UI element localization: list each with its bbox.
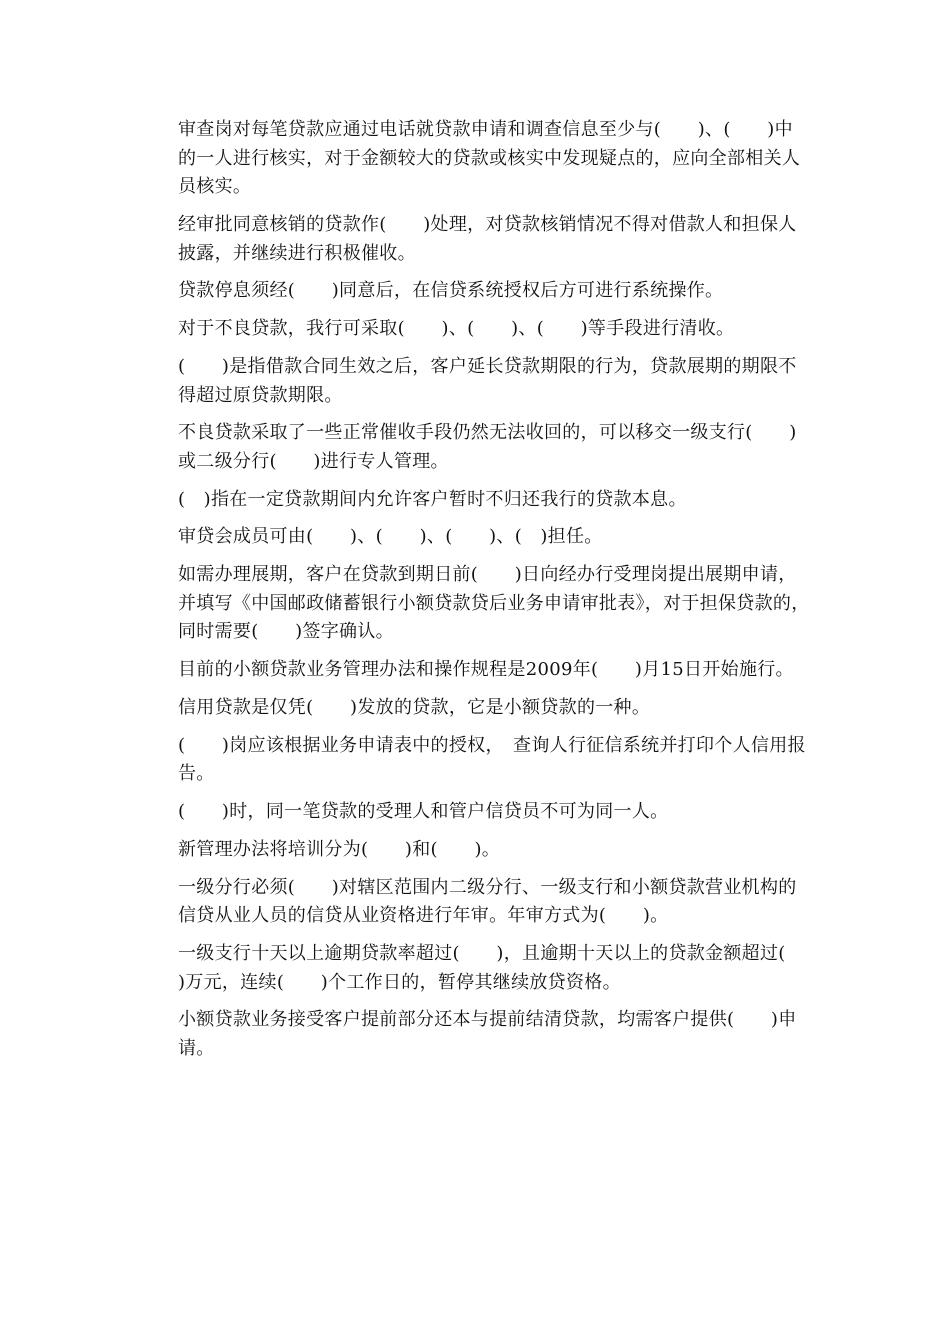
question-3: 贷款停息须经( )同意后，在信贷系统授权后方可进行系统操作。 [178,280,724,302]
question-5: ( )是指借款合同生效之后，客户延长贷款期限的行为，贷款展期的期限不得超过原贷款期限。 [178,355,797,406]
question-15: 一级分行必须( )对辖区范围内二级分行、一级支行和小额贷款营业机构的信贷从业人员的信贷从业资格进行年审。年审方式为( )。 [178,876,797,927]
question-9: 如需办理展期，客户在贷款到期日前( )日向经办行受理岗提出展期申请，并填写《中国邮政储蓄银行小额贷款贷后业务申请审批表》，对于担保贷款的，同时需要( )签字确认。 [178,564,810,643]
question-7: ( )指在一定贷款期间内允许客户暂时不归还我行的贷款本息。 [178,488,687,510]
question-17: 小额贷款业务接受客户提前部分还本与提前结清贷款，均需客户提供( )申请。 [178,1009,797,1060]
question-4: 对于不良贷款，我行可采取( )、( )、( )等手段进行清收。 [178,318,735,340]
question-14: 新管理办法将培训分为( )和( )。 [178,838,501,860]
question-10: 目前的小额贷款业务管理办法和操作规程是2009年( )月15日开始施行。 [178,659,794,681]
question-16: 一级支行十天以上逾期贷款率超过( )，且逾期十天以上的贷款金额超过( )万元，连续( )个工作日的，暂停其继续放贷资格。 [178,943,823,993]
question-12: ( )岗应该根据业务申请表中的授权， 查询人行征信系统并打印个人信用报告。 [178,734,806,785]
question-13: ( )时，同一笔贷款的受理人和管户信贷员不可为同一人。 [178,801,669,823]
question-8: 审贷会成员可由( )、( )、( )、( )担任。 [178,526,603,548]
question-list [178,116,823,1073]
question-6: 不良贷款采取了一些正常催收手段仍然无法收回的，可以移交一级支行( )或二级分行( )进行专人管理。 [178,422,797,472]
question-1: 审查岗对每笔贷款应通过电话就贷款申请和调查信息至少与( )、( )中的一人进行核实，对于金额较大的贷款或核实中发现疑点的，应向全部相关人员核实。 [178,119,801,198]
question-11: 信用贷款是仅凭( )发放的贷款，它是小额贷款的一种。 [178,696,651,718]
question-2: 经审批同意核销的贷款作( )处理，对贷款核销情况不得对借款人和担保人披露，并继续进行积极催收。 [178,213,797,264]
